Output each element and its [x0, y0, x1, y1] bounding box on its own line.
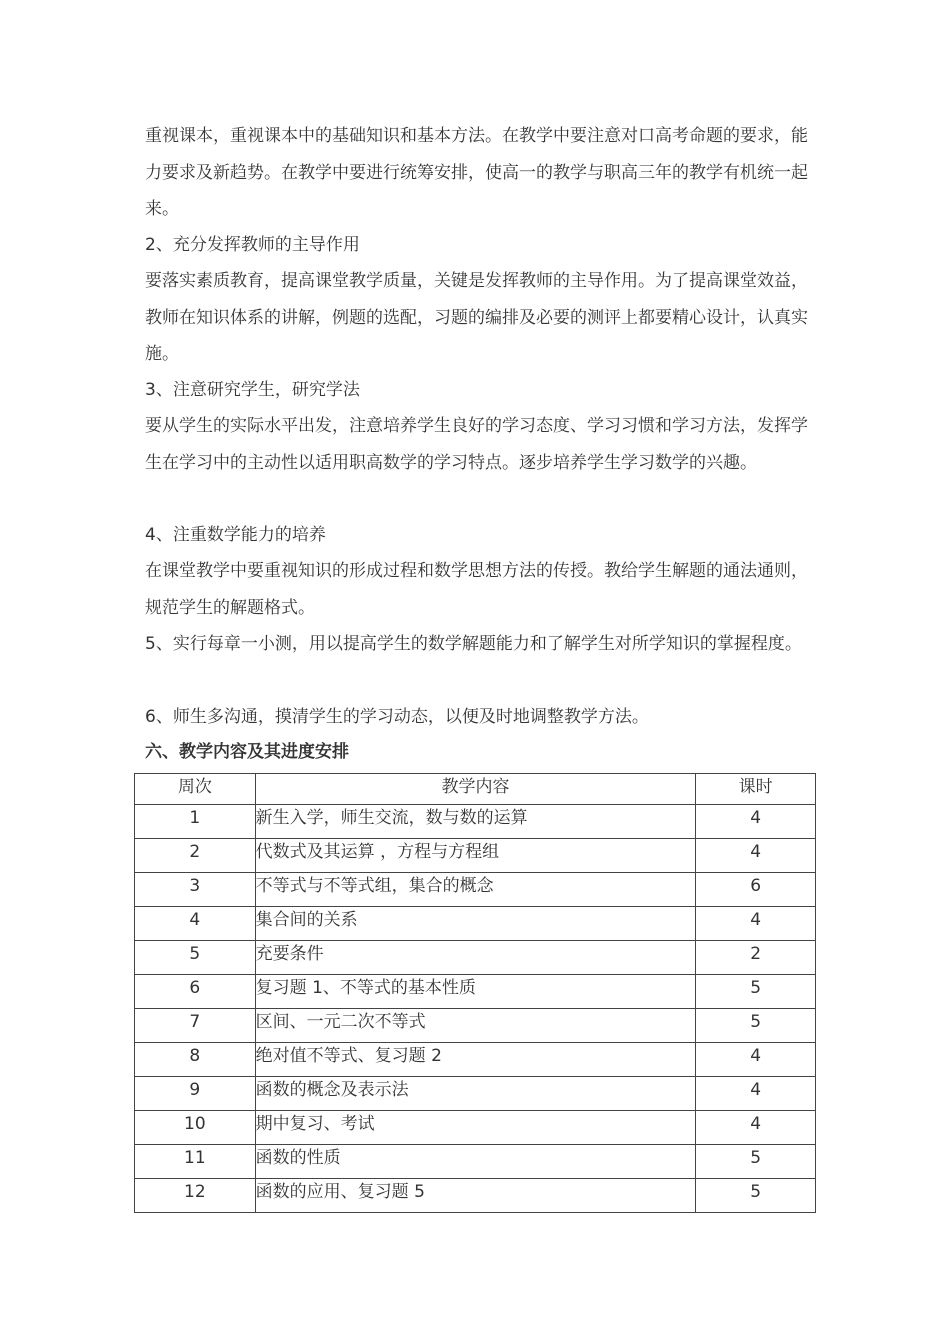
cell-hours: 5 [696, 975, 816, 1009]
header-hours: 课时 [696, 774, 816, 805]
cell-week: 1 [135, 805, 256, 839]
table-row [135, 1111, 816, 1145]
cell-hours: 5 [696, 1145, 816, 1179]
paragraph-chapter-quiz: 5、实行每章一小测，用以提高学生的数学解题能力和了解学生对所学知识的掌握程度。 [145, 634, 802, 654]
cell-content: 绝对值不等式、复习题 2 [255, 1043, 696, 1077]
cell-week: 2 [135, 839, 256, 873]
cell-hours: 2 [696, 941, 816, 975]
cell-content: 不等式与不等式组，集合的概念 [255, 873, 696, 907]
section-title: 六、教学内容及其进度安排 [145, 742, 349, 762]
cell-content: 复习题 1、不等式的基本性质 [255, 975, 696, 1009]
cell-content: 代数式及其运算 ，方程与方程组 [255, 839, 696, 873]
table-row [135, 1043, 816, 1077]
cell-hours: 5 [696, 1009, 816, 1043]
cell-hours: 4 [696, 1077, 816, 1111]
table-row [135, 1077, 816, 1111]
cell-hours: 5 [696, 1179, 816, 1213]
cell-week: 11 [135, 1145, 256, 1179]
paragraph-communication: 6、师生多沟通，摸清学生的学习动态，以便及时地调整教学方法。 [145, 707, 649, 727]
cell-week: 6 [135, 975, 256, 1009]
cell-content: 新生入学，师生交流，数与数的运算 [255, 805, 696, 839]
table-row [135, 907, 816, 941]
cell-content: 函数的概念及表示法 [255, 1077, 696, 1111]
cell-hours: 4 [696, 839, 816, 873]
cell-week: 12 [135, 1179, 256, 1213]
cell-hours: 4 [696, 805, 816, 839]
heading-math-ability: 4、注重数学能力的培养 [145, 525, 326, 545]
paragraph-teacher-role: 要落实素质教育，提高课堂教学质量，关键是发挥教师的主导作用。为了提高课堂效益，教师在知识体系的讲解，例题的选配，习题的编排及必要的测评上都要精心设计，认真实施。 [145, 271, 808, 364]
paragraph-textbook-emphasis: 重视课本，重视课本中的基础知识和基本方法。在教学中要注意对口高考命题的要求，能力要求及新趋势。在教学中要进行统筹安排，使高一的教学与职高三年的教学有机统一起来。 [145, 126, 808, 219]
header-week: 周次 [135, 774, 256, 805]
cell-week: 8 [135, 1043, 256, 1077]
header-content: 教学内容 [255, 774, 696, 805]
table-header-row [135, 774, 816, 805]
paragraph-math-ability: 在课堂教学中要重视知识的形成过程和数学思想方法的传授。教给学生解题的通法通则，规范学生的解题格式。 [145, 561, 808, 618]
cell-week: 3 [135, 873, 256, 907]
cell-week: 9 [135, 1077, 256, 1111]
cell-hours: 4 [696, 907, 816, 941]
paragraph-study-students: 要从学生的实际水平出发，注意培养学生良好的学习态度、学习习惯和学习方法，发挥学生在学习中的主动性以适用职高数学的学习特点。逐步培养学生学习数学的兴趣。 [145, 416, 808, 473]
cell-week: 4 [135, 907, 256, 941]
cell-hours: 6 [696, 873, 816, 907]
table-row [135, 805, 816, 839]
schedule-table [134, 773, 816, 1213]
table-row [135, 941, 816, 975]
heading-study-students: 3、注意研究学生，研究学法 [145, 380, 360, 400]
table-row [135, 839, 816, 873]
cell-week: 10 [135, 1111, 256, 1145]
cell-hours: 4 [696, 1111, 816, 1145]
cell-week: 7 [135, 1009, 256, 1043]
cell-content: 充要条件 [255, 941, 696, 975]
table-row [135, 975, 816, 1009]
table-row [135, 1145, 816, 1179]
cell-week: 5 [135, 941, 256, 975]
cell-hours: 4 [696, 1043, 816, 1077]
heading-teacher-role: 2、充分发挥教师的主导作用 [145, 235, 360, 255]
cell-content: 集合间的关系 [255, 907, 696, 941]
cell-content: 期中复习、考试 [255, 1111, 696, 1145]
cell-content: 区间、一元二次不等式 [255, 1009, 696, 1043]
cell-content: 函数的应用、复习题 5 [255, 1179, 696, 1213]
table-row [135, 1009, 816, 1043]
table-row [135, 1179, 816, 1213]
table-row [135, 873, 816, 907]
cell-content: 函数的性质 [255, 1145, 696, 1179]
